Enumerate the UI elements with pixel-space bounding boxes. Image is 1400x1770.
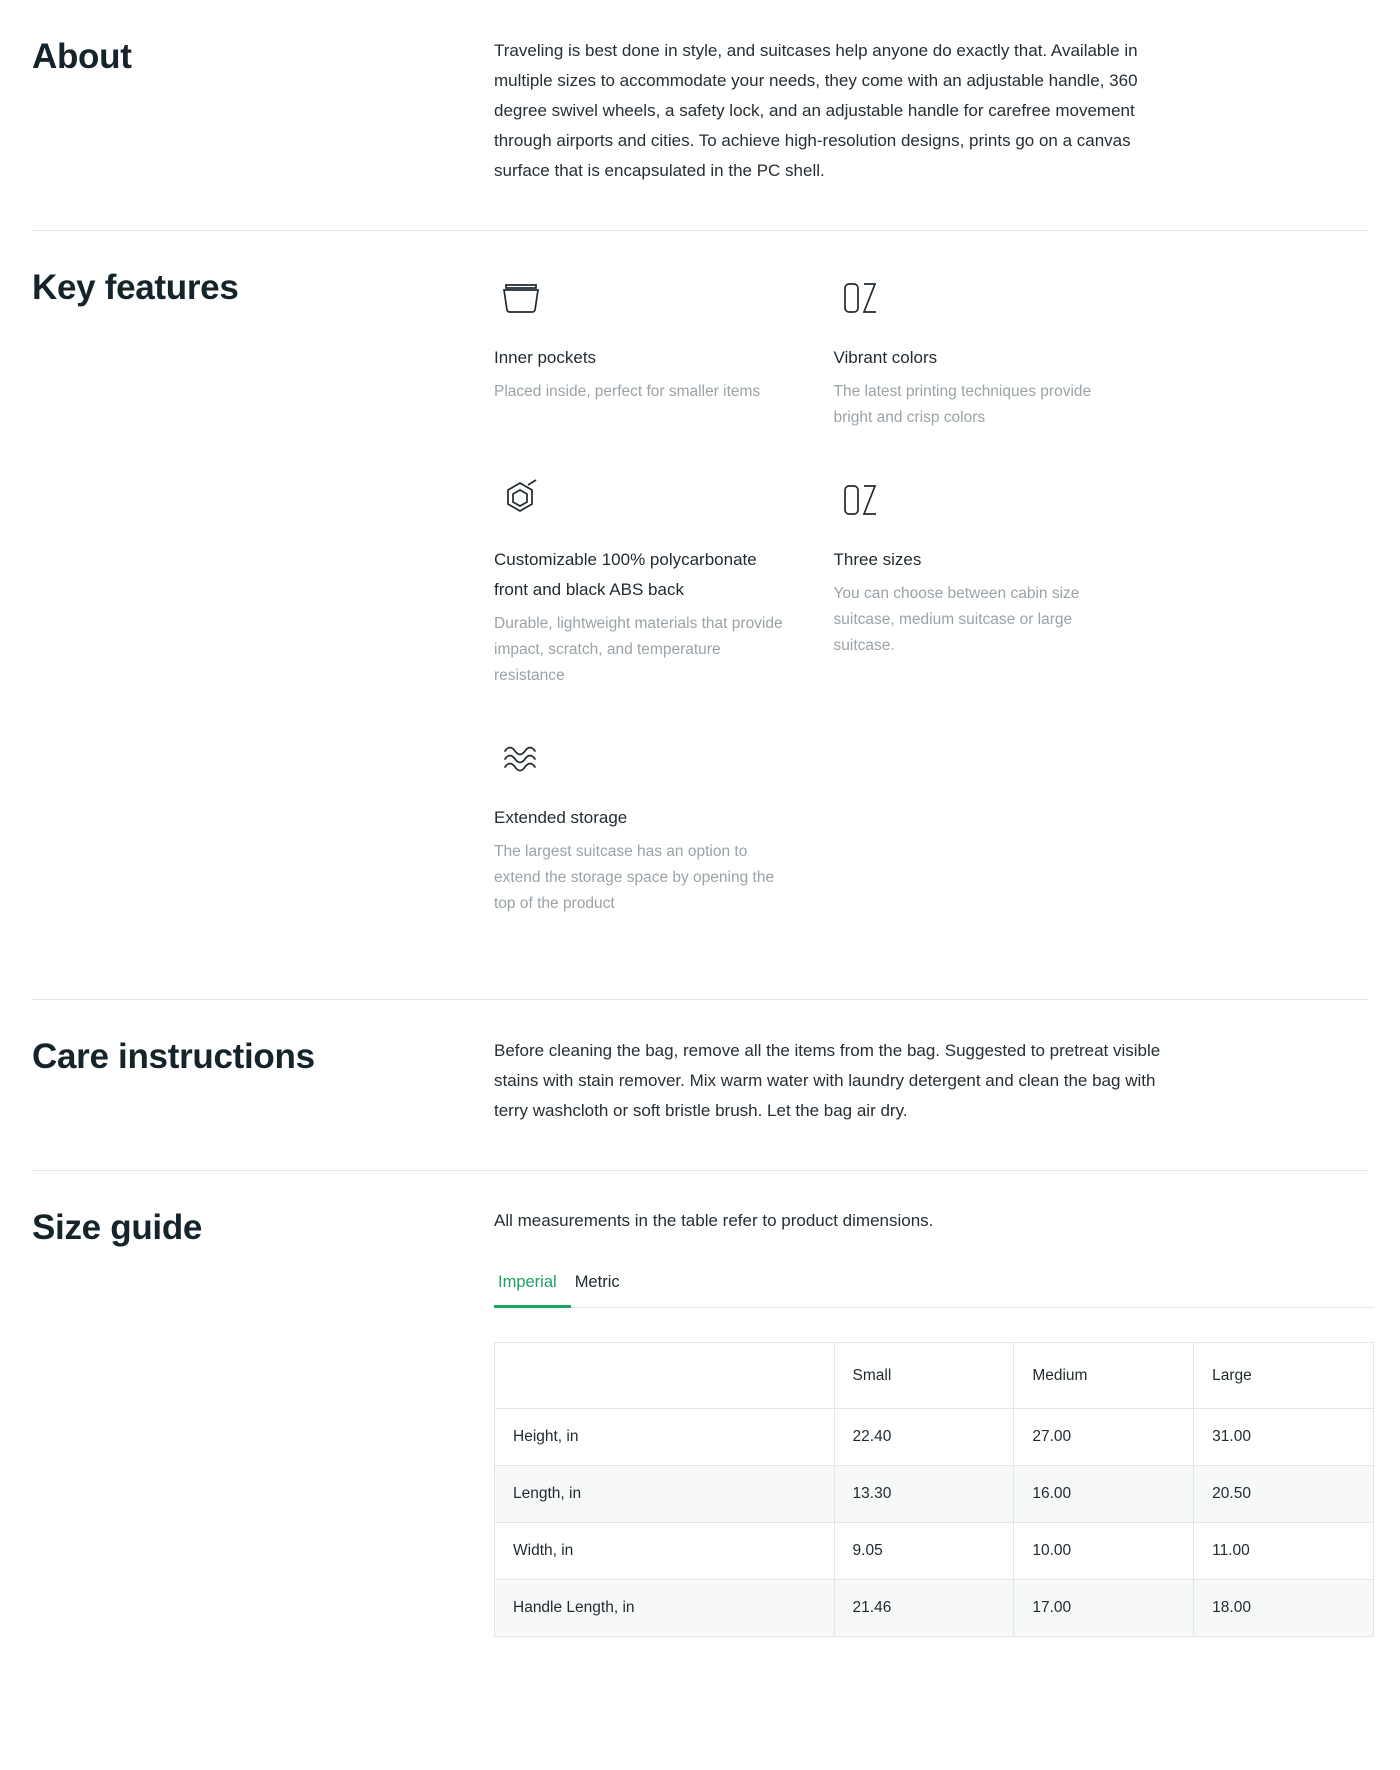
feature-inner-pockets	[494, 267, 834, 431]
cell-medium: 16.00	[1014, 1466, 1194, 1523]
feature-title: Three sizes	[833, 550, 922, 569]
table-row	[495, 1409, 1374, 1466]
column-header-blank	[495, 1343, 835, 1409]
feature-description: Durable, lightweight materials that provide impact, scratch, and temperature resistance	[494, 615, 783, 684]
row-label: Height, in	[495, 1409, 835, 1466]
feature-vibrant-colors	[834, 267, 1174, 431]
size-table-body	[495, 1409, 1374, 1637]
key-features-body	[494, 267, 1368, 955]
feature-title: Extended storage	[494, 808, 628, 827]
row-label: Width, in	[495, 1523, 835, 1580]
table-row	[495, 1523, 1374, 1580]
key-features-grid	[494, 267, 1173, 955]
feature-title: Vibrant colors	[833, 348, 938, 367]
inner-pockets-icon	[494, 267, 784, 321]
about-section	[32, 0, 1368, 230]
column-header-medium: Medium	[1014, 1343, 1194, 1409]
cell-medium: 10.00	[1014, 1523, 1194, 1580]
size-table-head	[495, 1343, 1374, 1409]
column-header-large: Large	[1194, 1343, 1374, 1409]
about-title-column	[32, 36, 494, 78]
about-paragraph: Traveling is best done in style, and suitcases help anyone do exactly that. Available in multiple sizes to accommodate your needs, they come with an adjustable handle, 360 degree swivel wheels, a safety lock, and an adjustable handle for carefree movement through airports and cities. To achieve high-resolution designs, prints go on a canvas surface that is encapsulated in the PC shell.	[494, 41, 1138, 180]
feature-description: The largest suitcase has an option to extend the storage space by opening the top of the product	[494, 843, 775, 912]
vibrant-colors-icon	[834, 267, 1124, 321]
tab-metric[interactable]: Metric	[571, 1271, 634, 1308]
three-sizes-icon	[834, 469, 1124, 523]
cell-large: 18.00	[1194, 1580, 1374, 1637]
about-heading: About	[32, 37, 132, 76]
size-guide-table	[494, 1342, 1374, 1637]
size-guide-title-column	[32, 1207, 494, 1249]
key-features-heading: Key features	[32, 268, 239, 307]
about-body	[494, 36, 1368, 186]
care-paragraph: Before cleaning the bag, remove all the items from the bag. Suggested to pretreat visible stains with stain remover. Mix warm water with laundry detergent and clean the bag with terry washcloth or soft bristle brush. Let the bag air dry.	[494, 1041, 1161, 1120]
key-features-title-column	[32, 267, 494, 309]
feature-description: Placed inside, perfect for smaller items	[494, 383, 761, 400]
polycarbonate-icon	[494, 469, 784, 523]
feature-title: Customizable 100% polycarbonate front and black ABS back	[494, 550, 757, 599]
care-instructions-section	[32, 999, 1368, 1170]
extended-storage-icon	[494, 727, 784, 781]
size-guide-intro: All measurements in the table refer to product dimensions.	[494, 1211, 934, 1230]
unit-tabs	[494, 1271, 1374, 1308]
size-guide-section	[32, 1170, 1368, 1681]
feature-description: The latest printing techniques provide bright and crisp colors	[833, 383, 1092, 426]
care-heading: Care instructions	[32, 1037, 315, 1076]
cell-large: 20.50	[1194, 1466, 1374, 1523]
feature-description: You can choose between cabin size suitcase, medium suitcase or large suitcase.	[833, 585, 1080, 654]
table-row	[495, 1466, 1374, 1523]
cell-small: 13.30	[834, 1466, 1014, 1523]
feature-title: Inner pockets	[494, 348, 597, 367]
feature-polycarbonate	[494, 469, 834, 689]
size-guide-heading: Size guide	[32, 1208, 203, 1247]
care-title-column	[32, 1036, 494, 1078]
feature-extended-storage	[494, 727, 834, 917]
care-body	[494, 1036, 1368, 1126]
size-guide-body	[494, 1207, 1400, 1637]
feature-three-sizes	[834, 469, 1174, 689]
size-table-header-row	[495, 1343, 1374, 1409]
cell-medium: 27.00	[1014, 1409, 1194, 1466]
tab-imperial[interactable]: Imperial	[494, 1271, 571, 1308]
cell-small: 9.05	[834, 1523, 1014, 1580]
cell-small: 21.46	[834, 1580, 1014, 1637]
cell-small: 22.40	[834, 1409, 1014, 1466]
key-features-section	[32, 230, 1368, 999]
cell-large: 11.00	[1194, 1523, 1374, 1580]
table-row	[495, 1580, 1374, 1637]
cell-large: 31.00	[1194, 1409, 1374, 1466]
column-header-small: Small	[834, 1343, 1014, 1409]
cell-medium: 17.00	[1014, 1580, 1194, 1637]
row-label: Handle Length, in	[495, 1580, 835, 1637]
row-label: Length, in	[495, 1466, 835, 1523]
